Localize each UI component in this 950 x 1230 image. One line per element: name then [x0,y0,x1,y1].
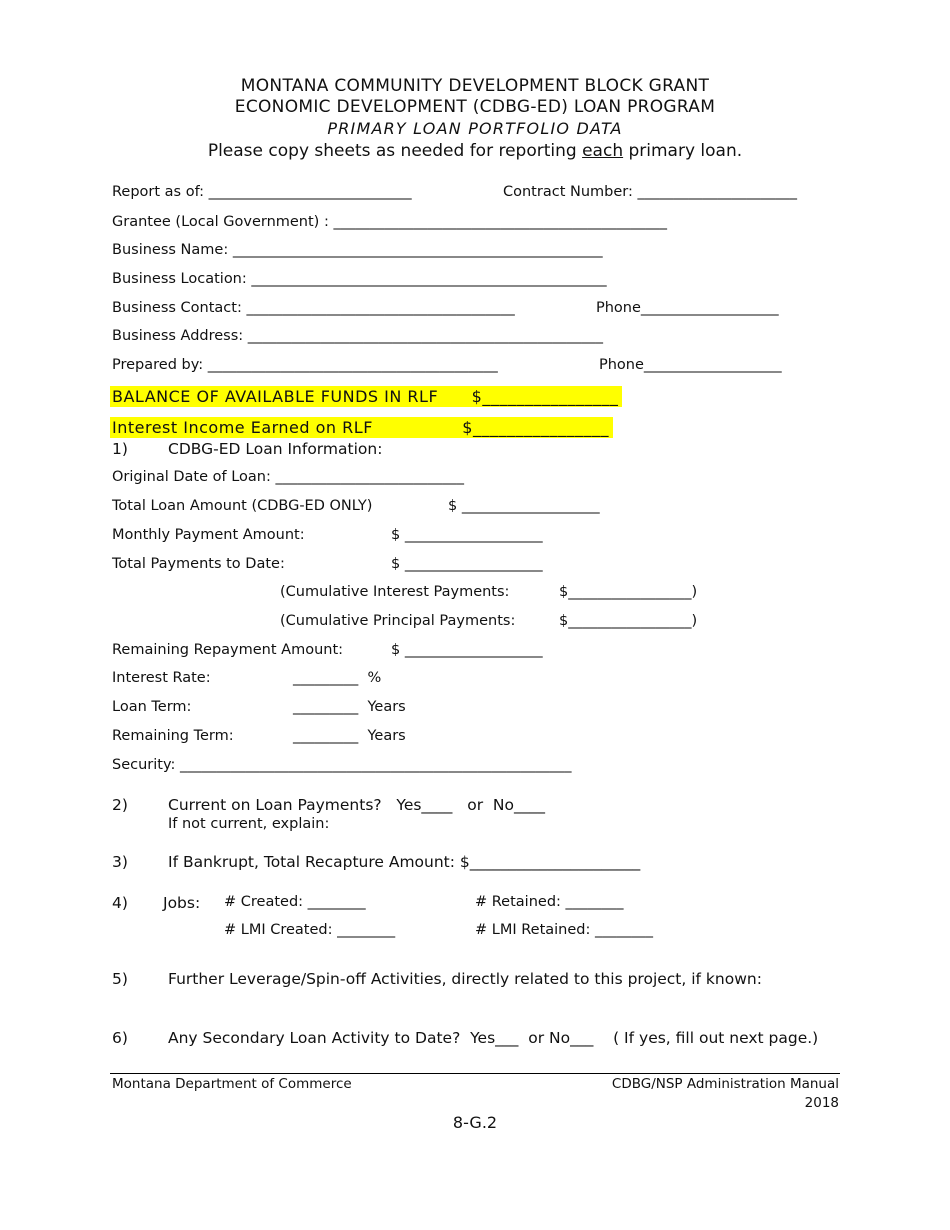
instruction-line [0,141,950,161]
business-contact-phone-field[interactable]: Phone___________________ [596,300,779,316]
interest-rate-field[interactable]: _________ % [293,670,382,686]
bankrupt-recapture-field[interactable]: If Bankrupt, Total Recapture Amount: $______________________ [168,853,641,871]
monthly-payment-label: Monthly Payment Amount: [112,527,305,543]
business-location-field[interactable]: Business Location: _________________________________________________ [112,271,607,287]
total-loan-field[interactable]: $ ___________________ [448,498,600,514]
original-date-field[interactable]: Original Date of Loan: __________________________ [112,469,464,485]
remaining-term-field[interactable]: _________ Years [293,728,406,744]
remaining-amount-label: Remaining Repayment Amount: [112,642,344,658]
prepared-by-field[interactable]: Prepared by: ________________________________________ [112,357,498,373]
report-as-of-field[interactable]: Report as of: ____________________________ [112,184,412,200]
section-1-title: CDBG-ED Loan Information: [168,440,383,458]
footer-divider [110,1073,840,1074]
interest-rate-label: Interest Rate: [112,670,211,686]
cumulative-interest-label: (Cumulative Interest Payments: [280,584,510,600]
section-5-number: 5) [112,970,128,988]
page-number: 8-G.2 [452,1113,498,1132]
section-4-number: 4) [112,894,128,912]
grantee-field[interactable]: Grantee (Local Government) : ______________________________________________ [112,214,667,230]
instruction-pre: Please copy sheets as needed for reporting [207,141,583,161]
total-loan-label: Total Loan Amount (CDBG-ED ONLY) [112,498,373,514]
business-address-field[interactable]: Business Address: _________________________________________________ [112,328,604,344]
current-on-payments-field[interactable]: Current on Loan Payments? Yes____ or No____ [168,796,546,814]
section-6-number: 6) [112,1029,128,1047]
section-3-number: 3) [112,853,128,871]
title-line-3: PRIMARY LOAN PORTFOLIO DATA [327,119,623,138]
prepared-by-phone-field[interactable]: Phone___________________ [599,357,782,373]
business-contact-field[interactable]: Business Contact: _____________________________________ [112,300,515,316]
lmi-retained-field[interactable]: # LMI Retained: ________ [475,922,653,938]
title-line-1: MONTANA COMMUNITY DEVELOPMENT BLOCK GRANT [240,76,710,96]
jobs-created-field[interactable]: # Created: ________ [224,894,366,910]
cumulative-interest-field[interactable]: $_________________) [559,584,698,600]
secondary-loan-activity-field[interactable]: Any Secondary Loan Activity to Date? Yes___ or No___ ( If yes, fill out next page.) [168,1029,819,1047]
footer-manual-title: CDBG/NSP Administration Manual [611,1076,839,1092]
section-2-number: 2) [112,796,128,814]
footer-year: 2018 [804,1095,839,1111]
monthly-payment-field[interactable]: $ ___________________ [391,527,543,543]
lmi-created-field[interactable]: # LMI Created: ________ [224,922,396,938]
contract-number-field[interactable]: Contract Number: ______________________ [503,184,797,200]
loan-term-label: Loan Term: [112,699,192,715]
loan-term-field[interactable]: _________ Years [293,699,406,715]
instruction-post: primary loan. [623,141,743,161]
remaining-term-label: Remaining Term: [112,728,234,744]
jobs-label: Jobs: [163,894,201,912]
remaining-amount-field[interactable]: $ ___________________ [391,642,543,658]
not-current-explain-label: If not current, explain: [168,816,330,832]
security-field[interactable]: Security: ______________________________________________________ [112,757,572,773]
jobs-retained-field[interactable]: # Retained: ________ [475,894,624,910]
total-payments-field[interactable]: $ ___________________ [391,556,543,572]
footer-department: Montana Department of Commerce [112,1076,352,1092]
total-payments-label: Total Payments to Date: [112,556,285,572]
business-name-field[interactable]: Business Name: ___________________________________________________ [112,242,603,258]
title-line-2: ECONOMIC DEVELOPMENT (CDBG-ED) LOAN PROGRAM [234,97,716,117]
instruction-emphasis: each [582,141,624,161]
cumulative-principal-field[interactable]: $_________________) [559,613,698,629]
section-1-number: 1) [112,440,128,458]
cumulative-principal-label: (Cumulative Principal Payments: [280,613,516,629]
further-leverage-label: Further Leverage/Spin-off Activities, directly related to this project, if known: [168,970,762,988]
interest-income-field[interactable]: Interest Income Earned on RLF $________________ [110,417,613,438]
balance-available-funds-field[interactable]: BALANCE OF AVAILABLE FUNDS IN RLF $________________ [110,386,622,407]
